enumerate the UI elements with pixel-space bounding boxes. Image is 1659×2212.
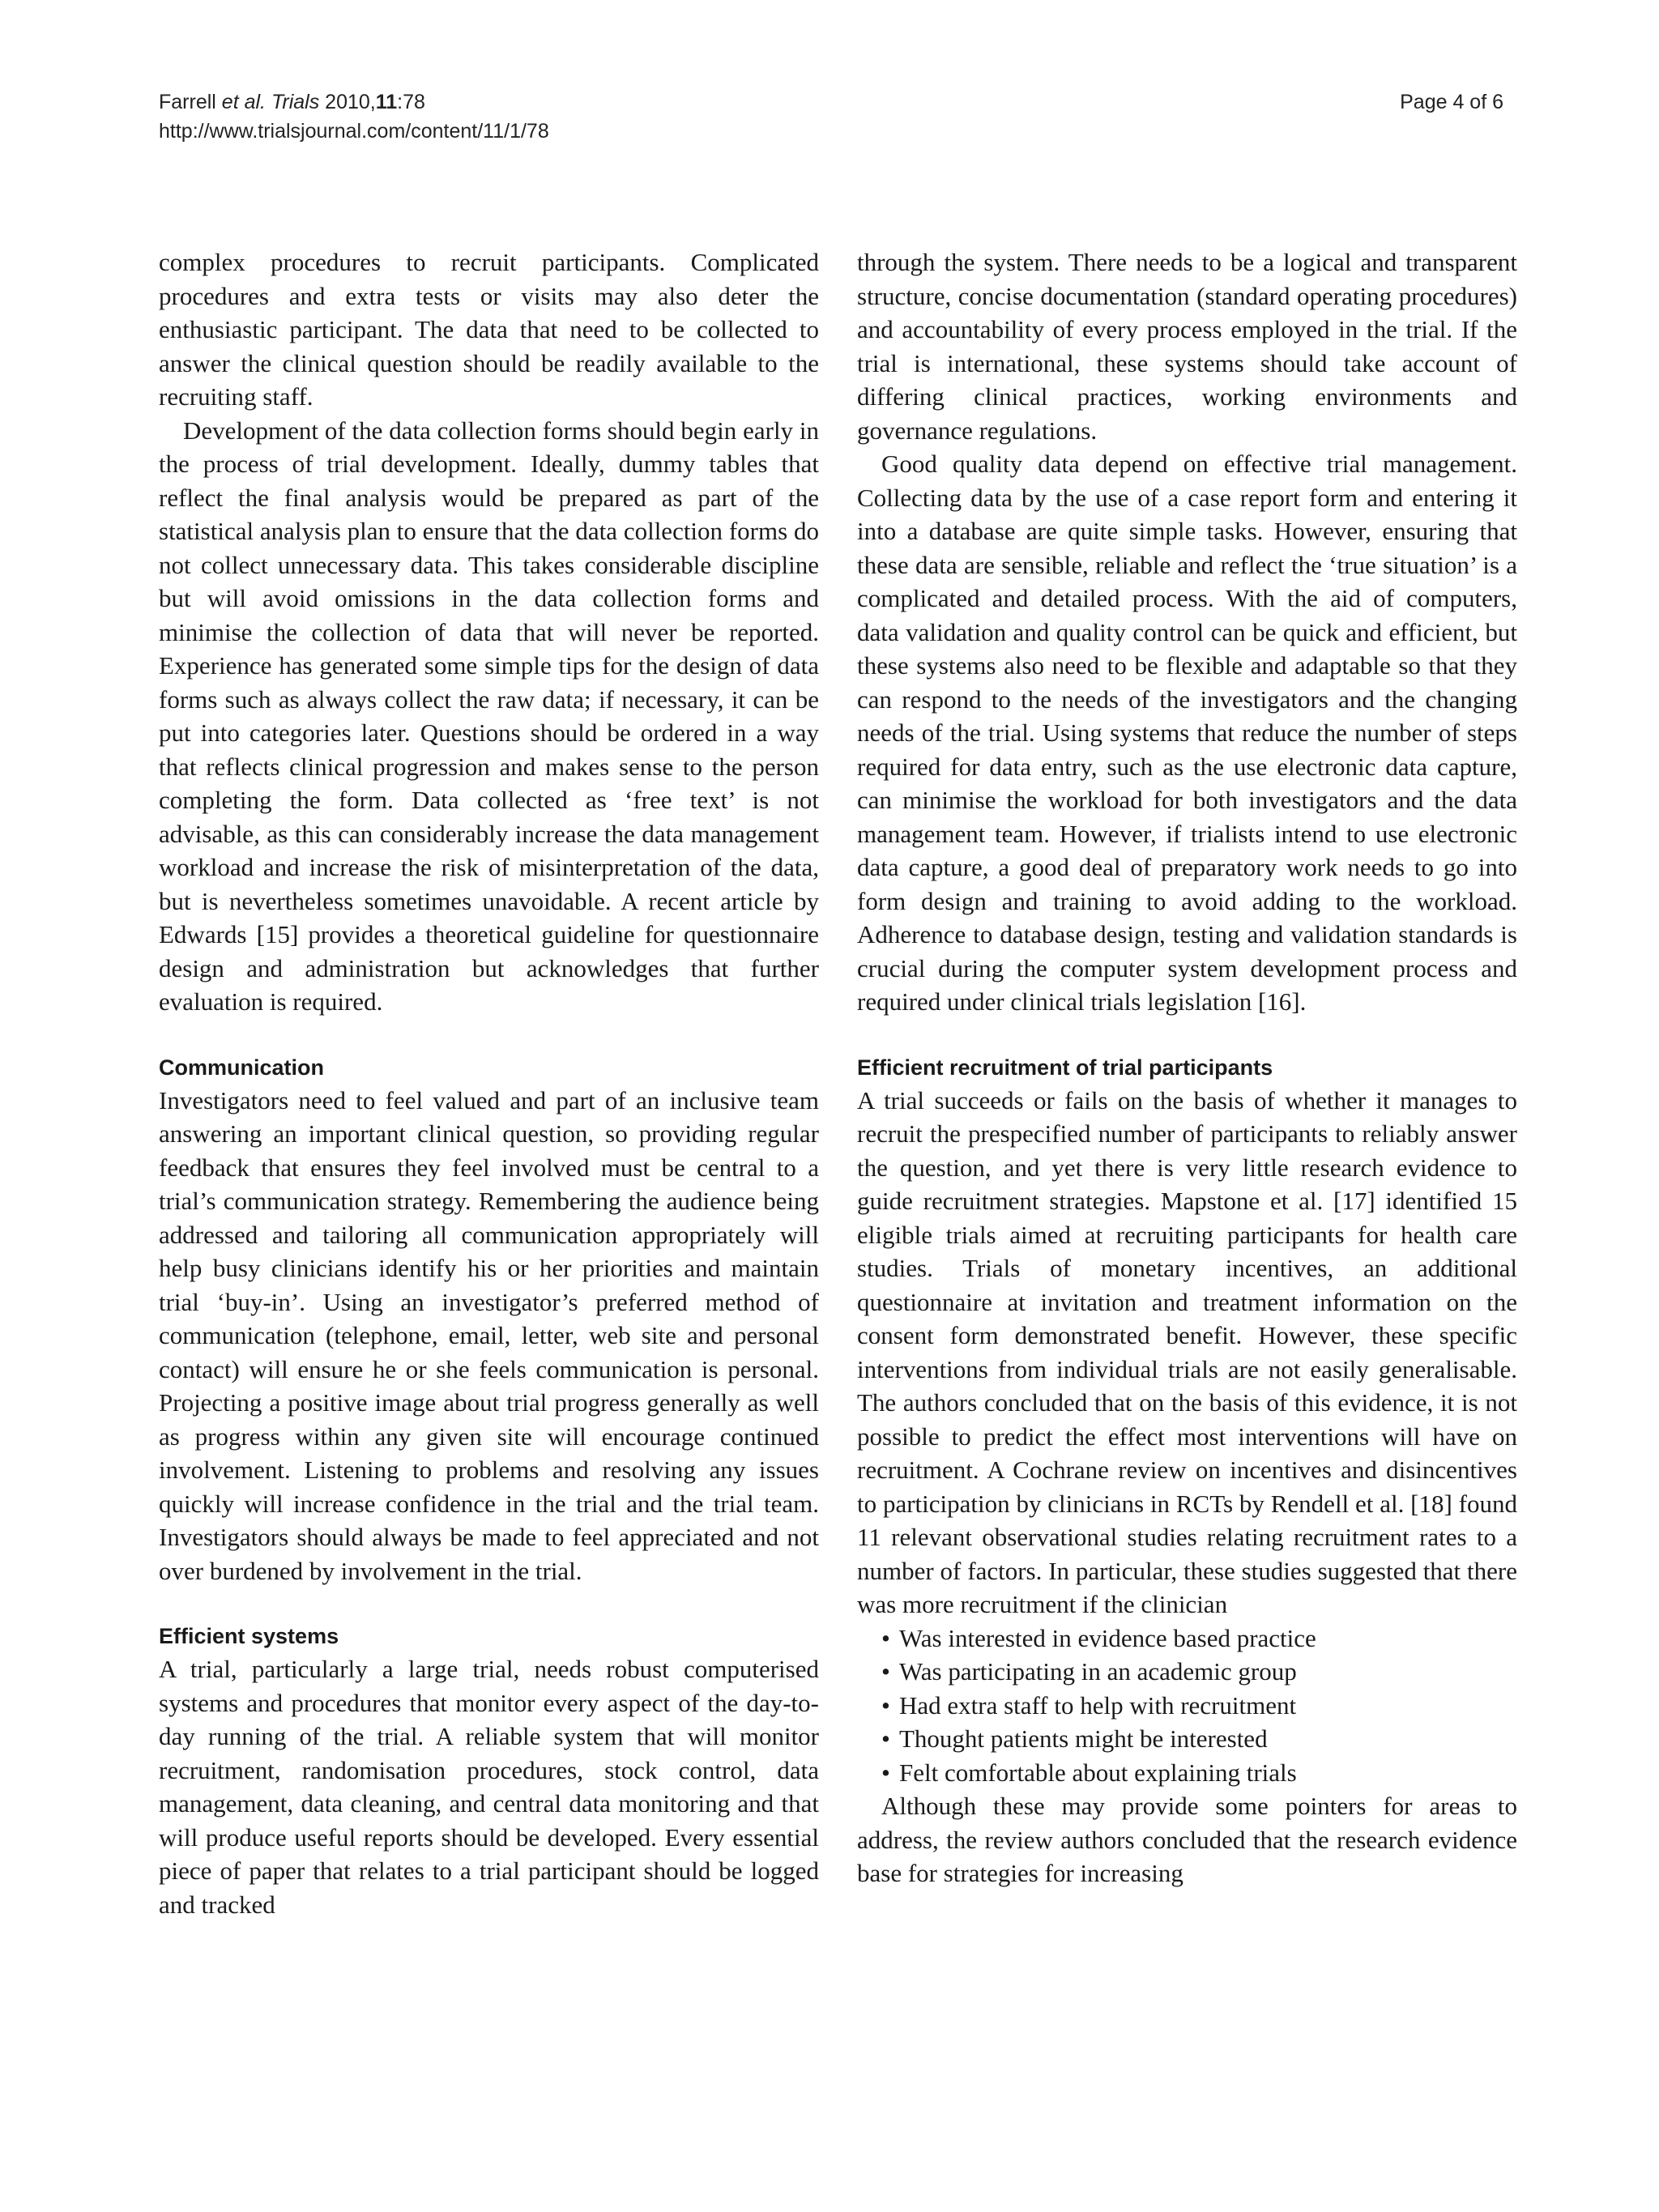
article-url[interactable]: http://www.trialsjournal.com/content/11/1/78 — [159, 120, 549, 143]
citation-block — [159, 87, 549, 146]
right-column — [857, 245, 1517, 1890]
list-item: • Had extra staff to help with recruitment — [881, 1689, 1517, 1723]
paragraph: Although these may provide some pointers for areas to address, the review authors concluded that the research evidence base for strategies for increasing — [857, 1792, 1517, 1887]
citation-author: Farrell — [159, 91, 216, 113]
list-item: • Was participating in an academic group — [881, 1655, 1517, 1689]
citation-line — [159, 87, 549, 117]
citation-year: 2010, — [325, 91, 376, 113]
paragraph: A trial succeeds or fails on the basis of whether it manages to recruit the prespecified number of participants to reliably answer the question, and yet there is very little research evidence to guide recruitment strategies. Mapstone et al. [17] identified 15 eligible trials aimed at recruiting participants for health care studies. Trials of monetary incentives, an additional questionnaire at invitation and treatment information on the consent form demonstrated benefit. However, these specific interventions from individual trials are not easily generalisable. The authors concluded that on the basis of this evidence, it is not possible to predict the effect most interventions will have on recruitment. A Cochrane review on incentives and disincentives to participation by clinicians in RCTs by Rendell et al. [18] found 11 relevant observational studies relating recruitment rates to a number of factors. In particular, these studies suggested that there was more recruitment if the clinician — [857, 1085, 1517, 1618]
section-heading-efficient-systems: Efficient systems — [159, 1624, 339, 1648]
paragraph: Investigators need to feel valued and part of an inclusive team answering an important clinical question, so providing regular feedback that ensures they feel involved must be central to a trial’s communication strategy. Remembering the audience being addressed and tailoring all communication appropriately will help busy clinicians identify his or her priorities and maintain trial ‘buy-in’. Using an investigator’s preferred method of communication (telephone, email, letter, web site and personal contact) will ensure he or she feels communication is personal. Projecting a positive image about trial progress generally as well as progress within any given site will encourage continued involvement. Listening to problems and resolving any issues quickly will increase confidence in the trial and the trial team. Investigators should always be made to feel appreciated and not over burdened by involvement in the trial. — [159, 1085, 819, 1585]
section-heading-communication: Communication — [159, 1055, 325, 1080]
citation-article: :78 — [397, 91, 425, 113]
list-item: • Felt comfortable about explaining trials — [881, 1756, 1517, 1790]
page-number: Page 4 of 6 — [1400, 91, 1503, 113]
citation-volume: 11 — [375, 91, 398, 113]
bullet-list — [857, 1622, 1517, 1790]
paragraph: A trial, particularly a large trial, needs robust computerised systems and procedures that monitor every aspect of the day-to-day running of the trial. A reliable system that will monitor recruitment, randomisation procedures, stock control, data management, data cleaning, and central data monitoring and that will produce useful reports should be developed. Every essential piece of paper that relates to a trial participant should be logged and tracked — [159, 1655, 819, 1919]
section-heading-efficient-recruitment: Efficient recruitment of trial participants — [857, 1055, 1273, 1080]
citation-etal: et al. — [221, 91, 266, 113]
left-column — [159, 245, 819, 1921]
citation-journal: Trials — [271, 91, 320, 113]
list-item: • Was interested in evidence based practice — [881, 1622, 1517, 1656]
paragraph: Good quality data depend on effective trial management. Collecting data by the use of a case report form and entering it into a database are quite simple tasks. However, ensuring that these data are sensible, reliable and reflect the ‘true situation’ is a complicated and detailed process. With the aid of computers, data validation and quality control can be quick and efficient, but these systems also need to be flexible and adaptable so that they can respond to the needs of the investigators and the changing needs of the trial. Using systems that reduce the number of steps required for data entry, such as the use electronic data capture, can minimise the workload for both investigators and the data management team. However, if trialists intend to use electronic data capture, a good deal of preparatory work needs to go into form design and training to avoid adding to the workload. Adherence to database design, testing and validation standards is crucial during the computer system development process and required under clinical trials legislation [16]. — [857, 450, 1517, 1016]
list-item: • Thought patients might be interested — [881, 1722, 1517, 1756]
paragraph: Development of the data collection forms should begin early in the process of trial development. Ideally, dummy tables that reflect the final analysis would be prepared as part of the statistical analysis plan to ensure that the data collection forms do not collect unnecessary data. This takes considerable discipline but will avoid omissions in the data collection forms and minimise the collection of data that will never be reported. Experience has generated some simple tips for the design of data forms such as always collect the raw data; if necessary, it can be put into categories later. Questions should be ordered in a way that reflects clinical progression and makes sense to the person completing the form. Data collected as ‘free text’ is not advisable, as this can considerably increase the data management workload and increase the risk of misinterpretation of the data, but is nevertheless sometimes unavoidable. A recent article by Edwards [15] provides a theoretical guideline for questionnaire design and administration but acknowledges that further evaluation is required. — [159, 416, 819, 1016]
paragraph: through the system. There needs to be a logical and transparent structure, concise documentation (standard operating procedures) and accountability of every process employed in the trial. If the trial is international, these systems should take account of differing clinical practices, working environments and governance regulations. — [857, 248, 1517, 445]
paragraph: complex procedures to recruit participants. Complicated procedures and extra tests or visits may also deter the enthusiastic participant. The data that need to be collected to answer the clinical question should be readily available to the recruiting staff. — [159, 248, 819, 411]
